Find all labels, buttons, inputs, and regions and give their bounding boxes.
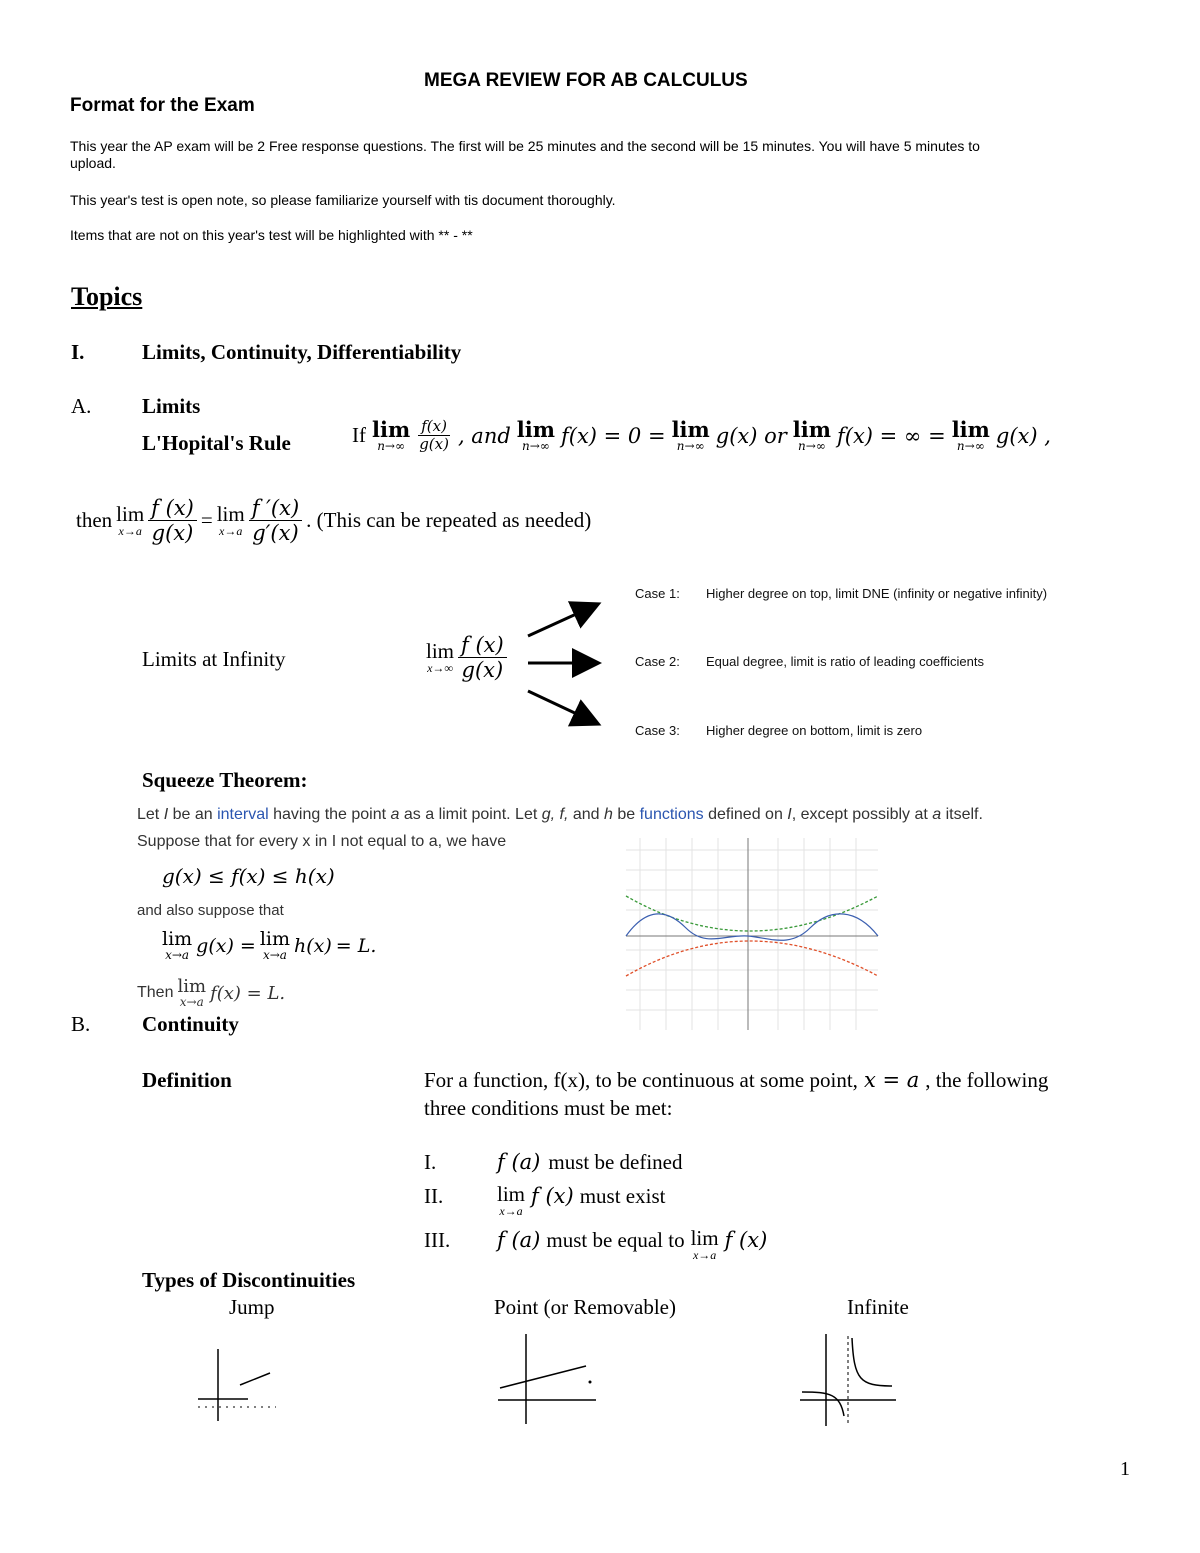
squeeze-inequality: g(x) ≤ f(x) ≤ h(x) [162, 864, 335, 888]
topics-heading: Topics [71, 282, 143, 311]
functions-link[interactable]: functions [639, 806, 704, 823]
case-2-label: Case 2: [635, 654, 680, 669]
page-title: MEGA REVIEW FOR AB CALCULUS [424, 70, 748, 91]
discontinuity-types-title: Types of Discontinuities [142, 1268, 356, 1292]
condition-2-number: II. [424, 1184, 444, 1208]
case-2-text: Equal degree, limit is ratio of leading coefficients [706, 654, 984, 669]
subsection-b-title: Continuity [142, 1012, 239, 1036]
condition-1-number: I. [424, 1150, 437, 1174]
case-3-label: Case 3: [635, 723, 680, 738]
lim-symbol: lim n→∞ [372, 417, 411, 454]
definition-text-1: For a function, f(x), to be continuous at some point, x = a , the following [424, 1068, 1049, 1092]
subsection-a-number: A. [71, 394, 92, 418]
squeeze-then-line: Then lim x→a f(x) = L. [137, 976, 286, 1009]
format-paragraph-3: Items that are not on this year's test will be highlighted with ** - ** [70, 227, 473, 243]
squeeze-limits: lim x→a g(x) = lim x→a h(x) = L. [162, 928, 377, 962]
definition-text-2: three conditions must be met: [424, 1096, 673, 1120]
subsection-b-number: B. [71, 1012, 91, 1036]
condition-3-number: III. [424, 1228, 451, 1252]
case-1-text: Higher degree on top, limit DNE (infinity or negative infinity) [706, 586, 1048, 601]
definition-label: Definition [142, 1068, 232, 1092]
squeeze-line-1: Let I be an interval having the point a as a limit point. Let g, f, and h be functions defined on I, except possibly at a itself. [137, 806, 983, 823]
squeeze-line-2: Suppose that for every x in I not equal to a, we have [137, 833, 507, 850]
format-heading: Format for the Exam [70, 95, 255, 116]
condition-1: f (a) must be defined [497, 1150, 683, 1174]
limits-at-infinity-label: Limits at Infinity [142, 647, 286, 671]
jump-discontinuity-graph [198, 1345, 278, 1425]
format-paragraph-1: This year the AP exam will be 2 Free response questions. The first will be 25 minutes and the second will be 15 minutes. You will have 5 minutes to [70, 138, 980, 154]
limits-at-infinity-formula: lim x→∞ $\frac{f (x)}{g(x)}$ [426, 633, 507, 682]
lhopital-label: L'Hopital's Rule [142, 431, 291, 455]
section-number: I. [71, 340, 85, 364]
format-paragraph-2: This year's test is open note, so please familiarize yourself with tis document thoroughly. [70, 192, 616, 208]
case-1-label: Case 1: [635, 586, 680, 601]
format-paragraph-1b: upload. [70, 155, 116, 171]
condition-2: lim x→a f (x) must exist [497, 1182, 666, 1218]
infinite-discontinuity-graph [800, 1330, 900, 1428]
squeeze-also: and also suppose that [137, 902, 284, 919]
subsection-a-title: Limits [142, 394, 201, 418]
squeeze-graph [626, 838, 878, 1030]
type-jump-label: Jump [229, 1295, 275, 1319]
removable-discontinuity-graph [498, 1330, 598, 1426]
interval-link[interactable]: interval [217, 806, 269, 823]
lhopital-note: . (This can be repeated as needed) [306, 508, 592, 533]
case-3-text: Higher degree on bottom, limit is zero [706, 723, 923, 738]
section-title: Limits, Continuity, Differentiability [142, 340, 462, 364]
lhopital-then: then [76, 508, 113, 533]
squeeze-title: Squeeze Theorem: [142, 768, 308, 792]
lhopital-formula: If lim n→∞ $\frac{f(x)}{g(x)}$ , and lim n→∞ f(x) = 0 = lim n→∞ g(x) or lim n→∞ f(x) = ∞ = lim n→∞ g(x) , [352, 417, 1051, 454]
type-point-label: Point (or Removable) [494, 1295, 676, 1319]
lhopital-then-line: then lim x→a $\frac{f (x)}{g(x)}$ = lim x→a $\frac{f '(x)}{g'(x)}$ . (This can be repeated as needed) [76, 496, 592, 546]
page-number: 1 [1120, 1458, 1130, 1480]
type-infinite-label: Infinite [847, 1295, 909, 1319]
condition-3: f (a) must be equal to lim x→a f (x) [497, 1226, 768, 1262]
lhopital-if: If [352, 423, 366, 448]
fraction-f-over-g: $\frac{f(x)}{g(x)}$ [419, 417, 449, 454]
